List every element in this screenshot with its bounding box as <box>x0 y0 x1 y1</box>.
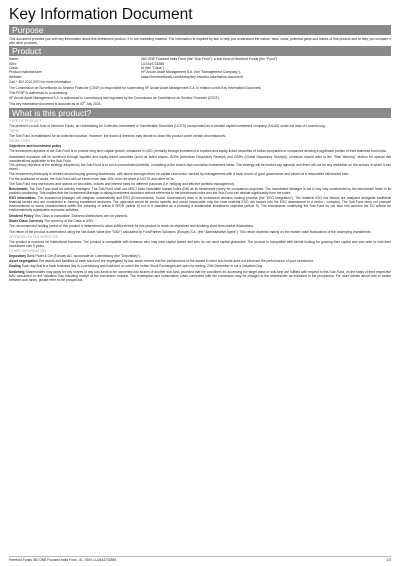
objectives-paragraph-5: For the avoidance of doubt, the Sub-Fund will not invest more than 10% of its net asset in UCITS and other UCIs. <box>9 177 175 182</box>
product-label: Website: <box>9 74 23 79</box>
section-header-purpose: Purpose <box>9 25 391 35</box>
product-label: Name: <box>9 57 19 62</box>
term-text: The Sub-Fund is established for an unlimited duration. However, the board of directors may decide to close this product under certain circumstances. <box>9 134 226 139</box>
product-value: 360 ONE Focused India Fund (the "Sub-Fund"), a sub-fund of Hereford Funds (the "Fund") <box>141 57 278 62</box>
product-call-info: Call + 352 2010 2070 for more information. <box>9 80 72 85</box>
accuracy-suffix: July 2025. <box>85 102 102 107</box>
subheading-objectives: OBJECTIVES <box>9 139 31 144</box>
section-header-product: Product <box>9 46 391 56</box>
objectives-paragraph-6: The Sub-Fund may use futures and options on securities, indices and interest rates for different purposes (i.e. hedging and efficient portfolio management). <box>9 181 235 186</box>
subheading-term: TERM <box>9 129 19 134</box>
objectives-paragraph-2: Investment exposure will be achieved through equities and equity-linked securities (such as listed shares, ADRs (American Depository Receipt) and GDRs (Global Depository Receipt)). Investors should refer to the "Risk Warning" section for special risk considerations applicable to the Sub-Fund. <box>9 154 391 163</box>
currency-text: The currency of the Class is USD. <box>43 219 94 224</box>
product-accuracy-text <box>9 101 391 106</box>
purpose-text: This document provides you with key information about this investment product. It is not marketing material. The information is required by law to help you understand the nature, risks, costs, potential gains and losses of this product and to help you compare it with other products. <box>9 36 391 45</box>
product-manco-text: HF Arcole Asset Management S.A. is authorised in Luxembourg and regulated by the Commission de Surveillance du Secteur Financier (CSSF). <box>9 96 220 101</box>
objectives-paragraph-1: The investment objective of the Sub-Fund is to provide long term capital growth, measured in USD, primarily through investment in equities and equity-linked securities of Indian companies or companies deriving a significant portion of their business from India. <box>9 149 387 154</box>
product-row-website <box>9 75 277 79</box>
subheading-type-of-product: TYPE OF PRODUCT <box>9 119 42 124</box>
depositary-label: Depositary <box>9 253 27 258</box>
depositary-paragraph <box>9 254 391 258</box>
benchmark-paragraph <box>9 187 391 195</box>
accuracy-prefix: This key information document is accurate as at 30 <box>9 102 84 107</box>
esg-paragraph <box>9 196 391 212</box>
esg-label: ESG information: <box>9 196 37 201</box>
product-value: LU2444731585 <box>141 61 165 66</box>
objectives-heading: Objectives and investment policy <box>9 144 62 149</box>
page-footer <box>9 556 391 562</box>
footer-page-number: 1/3 <box>386 558 391 562</box>
accuracy-sup: th <box>83 101 86 105</box>
currency-paragraph <box>9 219 391 223</box>
depositary-text: Bank Pictet & Cie (Europe) AG, succursale de Luxembourg (the "Depositary"). <box>26 253 141 258</box>
product-label: Class: <box>9 65 19 70</box>
subheading-other-information: OTHER INFORMATION <box>9 248 46 253</box>
section-header-what-is-this-product: What is this product? <box>9 108 391 118</box>
dividend-label: Dividend Policy <box>9 213 34 218</box>
esg-text: The Investment Manager will integrate sustainability and ESG (Environmental, Social, Governance) risks in its investment decision making process (the "ESG Integration"). The material ESG risk factors are analysed alongside traditional financial factors and are considered in forming investment decisions. The approach would be sector specific and would incorporate only the most material ESG risk factors into the ESG assessment of a sector / company. The Sub-Fund does not promote environmental or social characteristics within the meaning of article 8 SFDR (article 8) nor is it classified as a pursuing a sustainable investment objective (article 9). The investments underlying the Sub-Fund do not take into account the EU criteria for environmentally sustainable economic activities. <box>9 196 392 213</box>
objectives-paragraph-4: The investment philosophy is centred around buying growing businesses, with above average return on capital economics, backed by managements with a track record of good governance and valued at a reasonable risk/reward ratio. <box>9 172 350 177</box>
return-text: The return of the product is determined using the Net Asset Value (the "NAV") calculated by FundPartner Solutions (Europe) S.A. (the "Administrative Agent"). This return depends mainly on the market value fluctuations of the underlying investments. <box>9 229 372 234</box>
product-label: ISIN: <box>9 61 17 66</box>
benchmark-text: The Sub-Fund shall be actively managed. The Sub-Fund shall use MSCI India Investable Market Index (IMI) as its benchmark purely for comparison purposes. The Investment Manager is not in any way constrained by the benchmark index in its portfolio positioning. This implies that the Investment Manager is taking investment decisions without reference to the benchmark index and the Sub-Fund can deviate significantly from the index. <box>9 186 391 195</box>
dealing-text: Each day that is a bank business day in Luxembourg and India and on which the Indian Stock Exchanges are open for trading. 24th December is not a Valuation Day. <box>20 264 264 269</box>
holding-period-text: The recommended holding period of this product is determined to allow sufficient time for this product to reach its objectives and avoiding short term market fluctuations. <box>9 224 254 229</box>
product-value: HF Arcole Asset Management S.A. (the "Management Company"). <box>141 70 241 75</box>
product-value: AI (the "Class") <box>141 65 164 70</box>
type-of-product-text: The product is a sub-fund of Hereford Funds, an Undertaking for Collective Investment in Transferable Securities (UCITS) incorporated as a variable capital investment company (SICAV) under the laws of Luxembourg. <box>9 124 326 129</box>
product-website-link[interactable]: https://herefordfunds.com/library/key-investor-information-document <box>141 74 243 79</box>
dividend-paragraph <box>9 214 391 218</box>
subheading-intended-retail-investor: INTENDED RETAIL INVESTOR <box>9 234 59 239</box>
retail-investor-text: The product is reserved for institutional investors. The product is compatible with investors who may bear capital losses and who do not need capital guarantee. The product is compatible with clients looking for growing their capital and who wish to hold their investment over 5 years. <box>9 239 391 248</box>
dealing-label: Dealing <box>9 264 21 269</box>
footer-document-id: Hereford Funds 360 ONE Focused India Fund - AI - ISIN: LU2444731585 <box>9 558 117 562</box>
currency-label: Share Class Currency <box>9 219 44 224</box>
objectives-paragraph-3: The primary objective of the strategy adopted by the Sub-Fund is to run a concentrated portfolio, consisting of the team's high conviction investment ideas. The strategy will be market cap agnostic and there will not be any restriction on the sectors in which it can invest. <box>9 162 391 171</box>
segregation-label: Asset segregation <box>9 258 38 263</box>
document-title: Key Information Document <box>9 6 193 23</box>
product-priip-text: This PRIIP is authorised in Luxembourg. <box>9 90 68 95</box>
switching-label: Switching <box>9 269 25 274</box>
product-facts-table <box>9 57 277 78</box>
segregation-text: The assets and liabilities of each sub-fund are segregated by law, which means that the performance of the assets in other sub-funds does not influence the performance of your investment. <box>37 258 314 263</box>
product-cssf-text: The Commission de Surveillance du Secteur Financier (CSSF) is responsible for supervising HF Arcole Asset Management S.A. in relation to this Key Information Document. <box>9 85 262 90</box>
product-label: Product manufacturer: <box>9 70 43 75</box>
segregation-paragraph <box>9 259 391 263</box>
switching-text: Shareholders may apply for any shares of any sub-funds to be converted into shares of another sub-fund, provided that the conditions for accessing the target class or sub-fund are fulfilled with respect to this Sub-Fund, on the basis of their respective NAV calculated on the Valuation Day following receipt of the conversion request. The redemption and subscription costs connected with the conversion may be charged to the shareholder as indicated in the prospectus. For more details about how to switch between sub-funds, please refer to the prospectus. <box>9 269 391 282</box>
switching-paragraph <box>9 270 391 282</box>
dividend-text: This Class is cumulative. Dividend distributions are not planned. <box>33 213 128 218</box>
benchmark-label: Benchmark: <box>9 186 29 191</box>
dealing-paragraph <box>9 264 391 268</box>
